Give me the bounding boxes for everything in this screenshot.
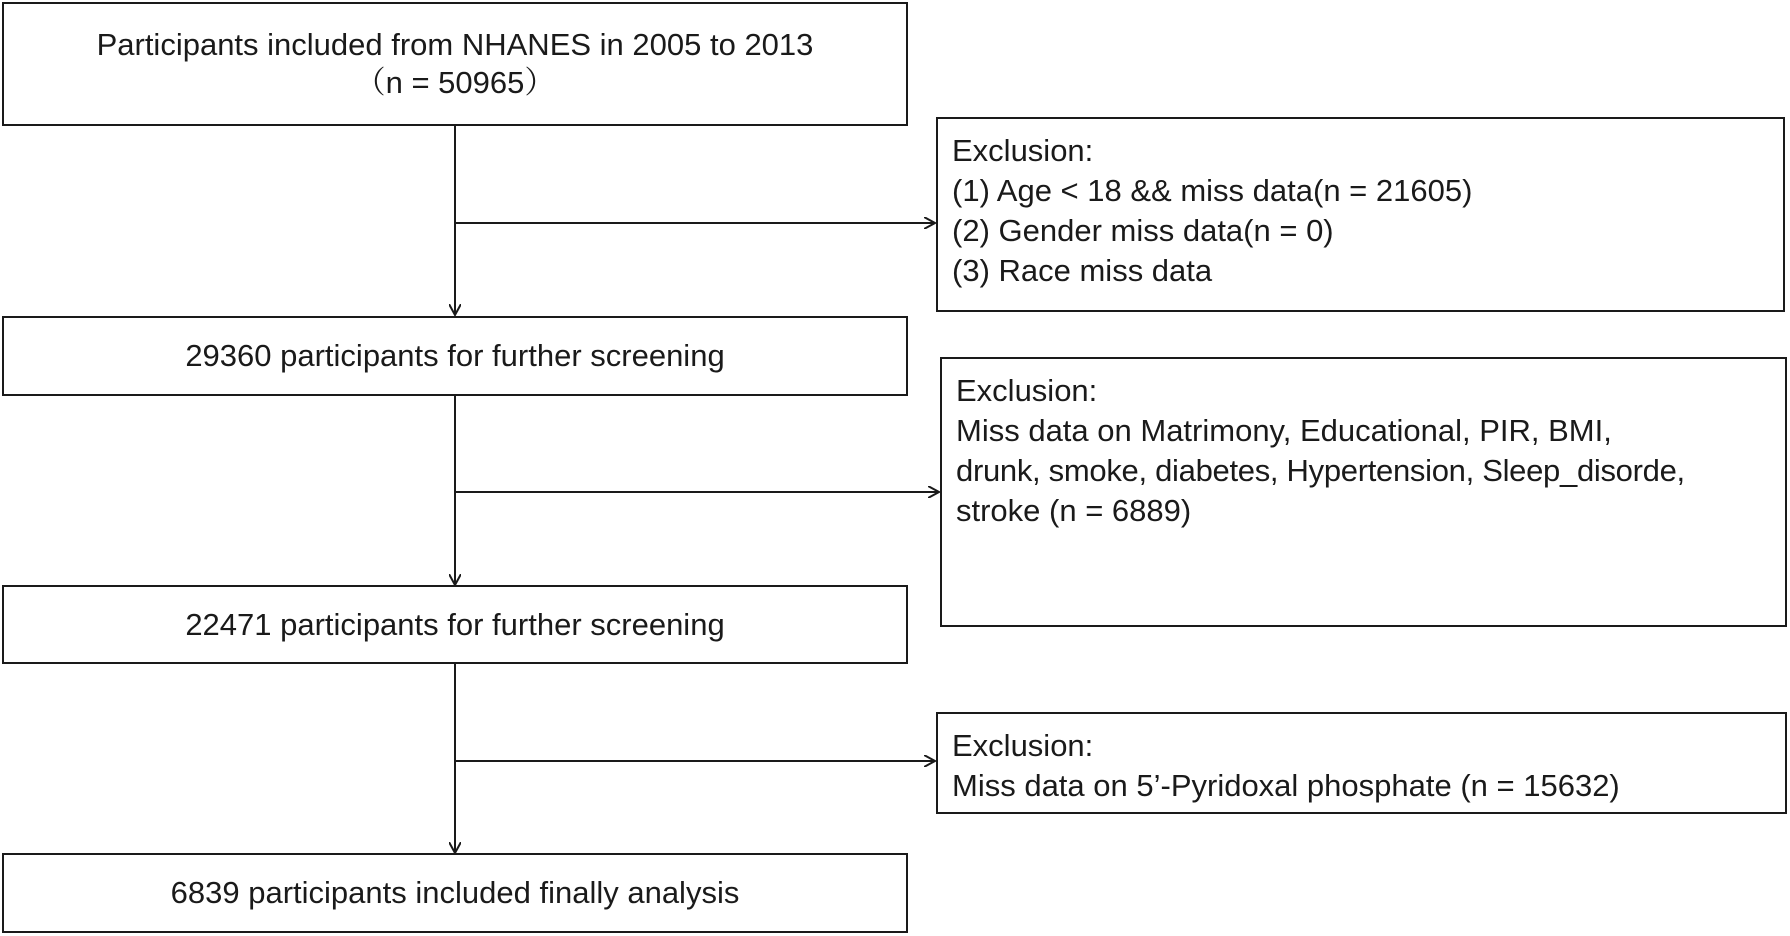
exclusion-1-item: (3) Race miss data: [952, 253, 1213, 288]
final-analysis-box-text: 6839 participants included finally analysis: [170, 875, 740, 910]
start-box: [2, 2, 908, 126]
exclusion-2-line: drunk, smoke, diabetes, Hypertension, Sleep_disorde,: [956, 453, 1685, 488]
start-box-title: Participants included from NHANES in 2005 to 2013: [96, 27, 814, 62]
screening-box-1-text: 29360 participants for further screening: [185, 338, 725, 373]
exclusion-1-heading: Exclusion:: [952, 133, 1094, 168]
exclusion-1-item: (1) Age < 18 && miss data(n = 21605): [952, 173, 1473, 208]
screening-box-2: [2, 585, 908, 664]
final-analysis-box: [2, 853, 908, 933]
exclusion-box-2: [940, 357, 1787, 627]
exclusion-1-item: (2) Gender miss data(n = 0): [952, 213, 1334, 248]
screening-box-1: [2, 316, 908, 396]
exclusion-box-3: [936, 712, 1787, 814]
exclusion-2-line: Miss data on Matrimony, Educational, PIR, BMI,: [956, 413, 1612, 448]
exclusion-2-heading: Exclusion:: [956, 373, 1098, 408]
screening-box-2-text: 22471 participants for further screening: [185, 606, 725, 642]
exclusion-2-line: stroke (n = 6889): [956, 493, 1192, 528]
exclusion-3-text: Miss data on 5’-Pyridoxal phosphate (n = 15632): [952, 768, 1620, 803]
exclusion-box-1: [936, 117, 1785, 312]
start-box-count: （n = 50965）: [354, 65, 556, 100]
exclusion-3-heading: Exclusion:: [952, 728, 1094, 763]
